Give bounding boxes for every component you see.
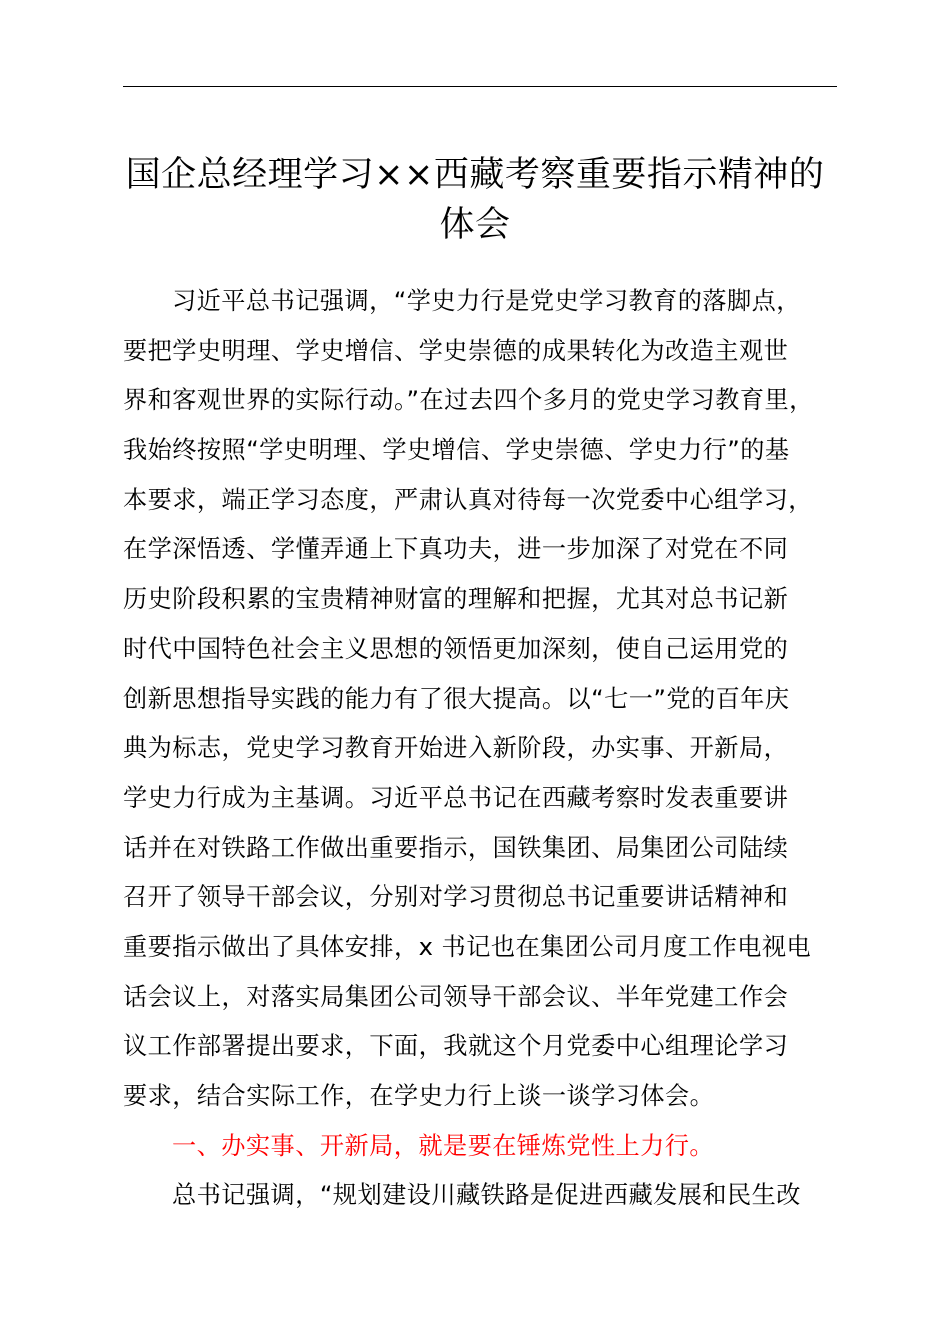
paragraph-1-line: 话并在对铁路工作做出重要指示，国铁集团、局集团公司陆续 <box>123 833 789 862</box>
paragraph-1-line: 学史力行成为主基调。习近平总书记在西藏考察时发表重要讲 <box>123 783 789 812</box>
paragraph-1-line: 创新思想指导实践的能力有了很大提高。以“七一”党的百年庆 <box>123 684 790 713</box>
paragraph-1-line: 要求，结合实际工作，在学史力行上谈一谈学习体会。 <box>123 1082 715 1110</box>
header-rule <box>123 86 837 87</box>
paragraph-1-line: 典为标志，党史学习教育开始进入新阶段，办实事、开新局， <box>123 734 789 763</box>
title-line-2: 体会 <box>439 205 511 245</box>
paragraph-1-line: 话会议上，对落实局集团公司领导干部会议、半年党建工作会 <box>123 982 789 1011</box>
paragraph-2-line: 总书记强调，“规划建设川藏铁路是促进西藏发展和民生改 <box>172 1181 801 1210</box>
paragraph-1-line: 本要求，端正学习态度，严肃认真对待每一次党委中心组学习， <box>123 485 813 514</box>
paragraph-1-line: 我始终按照“学史明理、学史增信、学史崇德、学史力行”的基 <box>123 436 790 465</box>
paragraph-1-line: 习近平总书记强调，“学史力行是党史学习教育的落脚点， <box>172 287 801 315</box>
section-1-heading: 一、办实事、开新局，就是要在锤炼党性上力行。 <box>172 1131 715 1160</box>
paragraph-1-line: 时代中国特色社会主义思想的领悟更加深刻，使自己运用党的 <box>123 634 789 663</box>
paragraph-1-line: 议工作部署提出要求，下面，我就这个月党委中心组理论学习 <box>123 1032 789 1061</box>
paragraph-1-line: 召开了领导干部会议，分别对学习贯彻总书记重要讲话精神和 <box>123 883 789 912</box>
paragraph-1-line: 要把学史明理、学史增信、学史崇德的成果转化为改造主观世 <box>123 336 789 365</box>
document-body <box>123 277 863 1221</box>
paragraph-1-line: 重要指示做出了具体安排，x 书记也在集团公司月度工作电视电 <box>123 932 812 961</box>
paragraph-1-line: 在学深悟透、学懂弄通上下真功夫，进一步加深了对党在不同 <box>123 535 789 564</box>
title-line-1: 国企总经理学习××西藏考察重要指示精神的 <box>125 155 825 195</box>
paragraph-1-line: 历史阶段积累的宝贵精神财富的理解和把握，尤其对总书记新 <box>123 585 789 614</box>
document-title <box>100 150 850 250</box>
paragraph-1-line: 界和客观世界的实际行动。”在过去四个多月的党史学习教育里， <box>123 386 814 415</box>
